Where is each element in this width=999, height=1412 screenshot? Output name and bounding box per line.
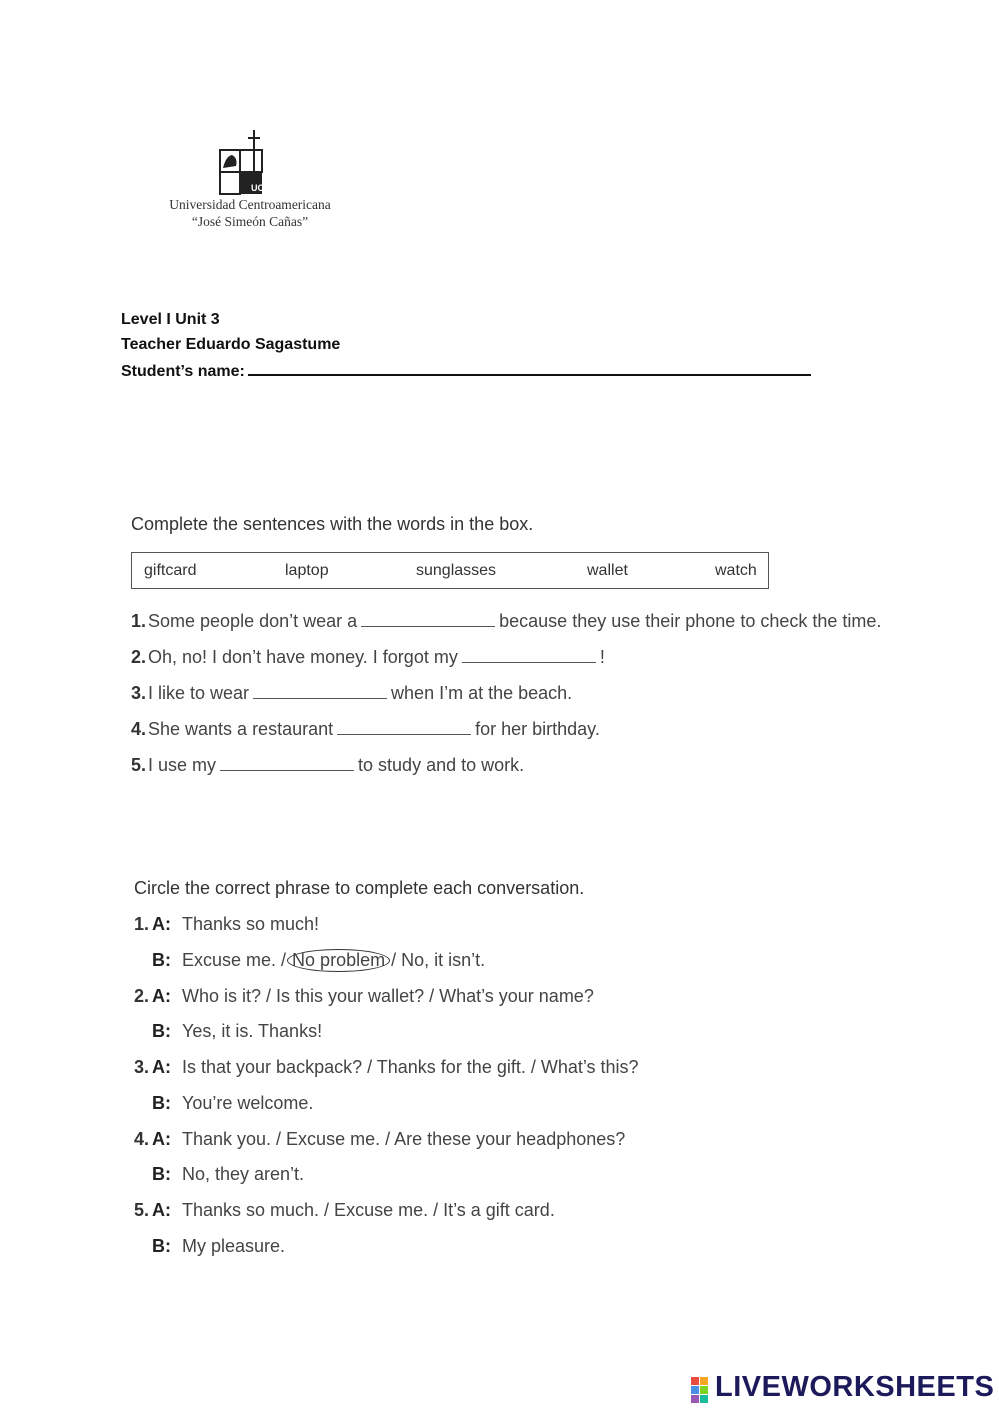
conversation-5-a <box>134 1200 555 1221</box>
sentence-text: because they use their phone to check the time. <box>499 611 882 631</box>
university-logo <box>150 128 350 238</box>
speaker-b: B: <box>152 1021 171 1041</box>
sentence-number: 2. <box>131 647 147 667</box>
conversation-number: 5. <box>134 1200 150 1220</box>
answer-blank[interactable] <box>462 646 596 663</box>
speaker-a: A: <box>152 914 171 934</box>
sentence-number: 5. <box>131 755 147 775</box>
sentence-number: 1. <box>131 611 147 631</box>
word-item: wallet <box>587 562 628 579</box>
speaker-b: B: <box>152 1236 171 1256</box>
answer-blank[interactable] <box>253 682 387 699</box>
exercise1-instruction: Complete the sentences with the words in the box. <box>131 514 534 534</box>
sentence-text: to study and to work. <box>358 755 525 775</box>
conversation-number: 3. <box>134 1057 150 1077</box>
speaker-a: A: <box>152 1057 171 1077</box>
sentence-text: I use my <box>148 755 217 775</box>
phrase-options[interactable]: Thank you. / Excuse me. / Are these your headphones? <box>182 1129 626 1149</box>
sentence-text: when I’m at the beach. <box>391 683 573 703</box>
sentence-1 <box>131 610 881 632</box>
sentence-text: Oh, no! I don’t have money. I forgot my <box>148 647 458 667</box>
phrase-options[interactable]: Thanks so much. / Excuse me. / It’s a gift card. <box>182 1200 555 1220</box>
student-name-field[interactable] <box>248 360 811 376</box>
university-name: Universidad Centroamericana <box>169 197 331 212</box>
sentence-5 <box>131 754 524 776</box>
speaker-a: A: <box>152 1129 171 1149</box>
sentence-number: 4. <box>131 719 147 739</box>
speaker-b: B: <box>152 1164 171 1184</box>
line-text: You’re welcome. <box>182 1093 314 1113</box>
answer-blank[interactable] <box>220 754 354 771</box>
sentence-4 <box>131 718 600 740</box>
teacher-name: Teacher Eduardo Sagastume <box>121 336 341 353</box>
word-item: laptop <box>285 562 329 579</box>
conversation-3-a <box>134 1057 639 1078</box>
sentence-text: ! <box>599 647 605 667</box>
line-text: My pleasure. <box>182 1236 286 1256</box>
conversation-2-b <box>134 1021 322 1042</box>
phrase-option[interactable]: / No, it isn’t. <box>391 950 486 970</box>
conversation-1-b <box>134 949 485 972</box>
student-name-row <box>121 360 811 381</box>
conversation-number: 4. <box>134 1129 150 1149</box>
line-text: No, they aren’t. <box>182 1164 305 1184</box>
sentence-text: Some people don’t wear a <box>148 611 358 631</box>
conversation-2-a <box>134 986 594 1007</box>
sentence-number: 3. <box>131 683 147 703</box>
conversation-number: 1. <box>134 914 150 934</box>
sentence-2 <box>131 646 605 668</box>
phrase-options[interactable]: Who is it? / Is this your wallet? / What’s your name? <box>182 986 594 1006</box>
answer-blank[interactable] <box>337 718 471 735</box>
speaker-b: B: <box>152 950 171 970</box>
sentence-text: for her birthday. <box>475 719 600 739</box>
phrase-options[interactable]: Is that your backpack? / Thanks for the gift. / What’s this? <box>182 1057 639 1077</box>
phrase-option-circled[interactable]: No problem <box>287 949 390 972</box>
conversation-4-a <box>134 1129 625 1150</box>
exercise2-instruction: Circle the correct phrase to complete each conversation. <box>134 878 585 898</box>
conversation-1-a <box>134 914 319 935</box>
conversation-4-b <box>134 1164 304 1185</box>
conversation-3-b <box>134 1093 313 1114</box>
speaker-b: B: <box>152 1093 171 1113</box>
line-text: Yes, it is. Thanks! <box>182 1021 323 1041</box>
uca-emblem-icon <box>218 128 271 198</box>
word-item: sunglasses <box>416 562 497 579</box>
student-name-label: Student’s name: <box>121 363 245 380</box>
speaker-a: A: <box>152 1200 171 1220</box>
line-text: Thanks so much! <box>182 914 320 934</box>
level-unit: Level I Unit 3 <box>121 311 220 328</box>
sentence-3 <box>131 682 572 704</box>
liveworksheets-brand <box>689 1371 995 1405</box>
conversation-number: 2. <box>134 986 150 1006</box>
conversation-5-b <box>134 1236 285 1257</box>
sentence-text: I like to wear <box>148 683 250 703</box>
brand-name: LIVEWORKSHEETS <box>715 1371 995 1403</box>
word-item: giftcard <box>144 562 197 579</box>
university-subtitle: “José Simeón Cañas” <box>191 214 309 229</box>
word-item: watch <box>715 562 757 579</box>
speaker-a: A: <box>152 986 171 1006</box>
sentence-text: She wants a restaurant <box>148 719 334 739</box>
answer-blank[interactable] <box>361 610 495 627</box>
phrase-option[interactable]: Excuse me. / <box>182 950 287 970</box>
word-box <box>131 552 769 589</box>
logo-initials: UCA <box>251 183 271 193</box>
